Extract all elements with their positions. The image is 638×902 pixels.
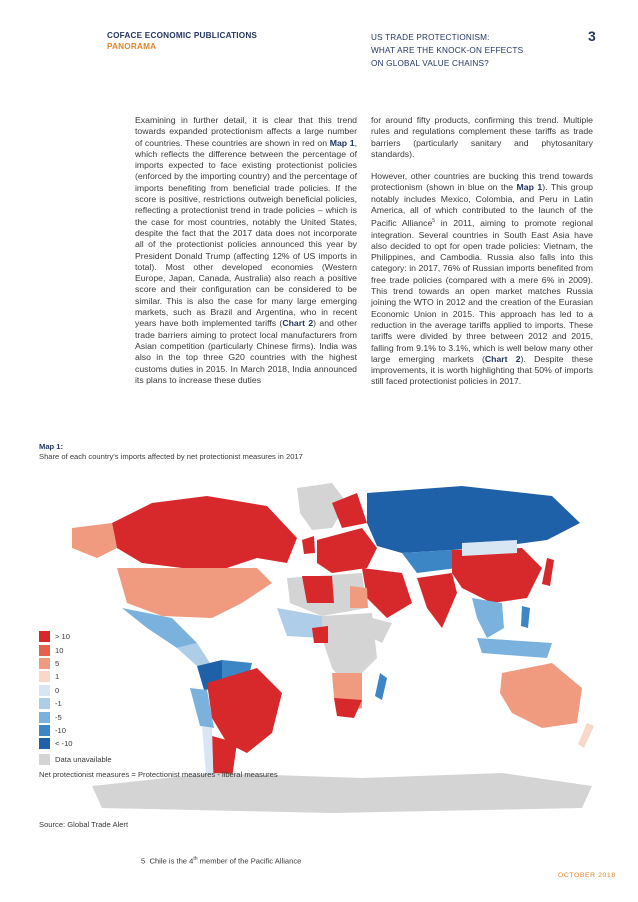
report-title-line: ON GLOBAL VALUE CHAINS?: [371, 59, 489, 68]
legend-label: -1: [55, 699, 62, 709]
text-run: However, other countries are bucking this trend towards protectionism (shown in blue on the: [371, 171, 593, 193]
legend-swatch: [39, 738, 50, 749]
footnote: [141, 856, 301, 866]
footnote-marker[interactable]: 5: [432, 218, 436, 225]
legend-item: [39, 630, 73, 643]
legend-item: [39, 710, 73, 723]
alaska-region: [72, 523, 117, 558]
map-subtitle: Share of each country's imports affected by net protectionist measures in 2017: [39, 452, 303, 461]
legend-item: [39, 643, 73, 656]
report-title: [371, 31, 571, 70]
legend-swatch: [39, 645, 50, 656]
nigeria-region: [312, 626, 328, 643]
antarctica-region: [92, 773, 592, 813]
legend-swatch: [39, 631, 50, 642]
china-region: [452, 548, 542, 603]
chart-reference-link[interactable]: Chart 2: [484, 353, 521, 364]
chart-reference-link[interactable]: Chart 2: [282, 318, 314, 329]
legend-item-unavailable: [39, 754, 112, 765]
legend-item: [39, 724, 73, 737]
legend-swatch: [39, 712, 50, 723]
legend-item: [39, 737, 73, 750]
legend-item: [39, 657, 73, 670]
legend-swatch: [39, 671, 50, 682]
report-title-line: US TRADE PROTECTIONISM:: [371, 33, 490, 42]
map-legend: [39, 630, 73, 751]
legend-label: Data unavailable: [55, 755, 112, 764]
footer-date: OCTOBER 2018: [558, 872, 616, 879]
text-run: ). This group notably includes Mexico, Colombia, and Peru in Latin America, all of which contributed to the launch of the Pacific Alliance: [371, 182, 594, 229]
map-source: Source: Global Trade Alert: [39, 820, 129, 829]
canada-region: [112, 496, 297, 568]
body-column-right: [371, 115, 593, 399]
text-run: Chile is the 4: [149, 856, 194, 866]
kazakhstan-region: [402, 550, 457, 573]
map-reference-link[interactable]: Map 1: [516, 182, 543, 193]
legend-item: [39, 684, 73, 697]
legend-swatch: [39, 658, 50, 669]
footnote-number: 5: [141, 856, 146, 866]
map-formula-note: Net protectionist measures = Protectionist measures - liberal measures: [39, 770, 278, 779]
southeast-asia-region: [472, 598, 504, 638]
indonesia-region: [477, 638, 552, 658]
ethiopia-region: [372, 618, 392, 643]
usa-region: [117, 568, 272, 618]
new-zealand-region: [578, 723, 594, 748]
australia-region: [500, 663, 582, 728]
legend-item: [39, 670, 73, 683]
south-africa-region: [334, 698, 362, 718]
legend-label: 0: [55, 685, 60, 695]
publisher-label: COFACE ECONOMIC PUBLICATIONS: [107, 31, 258, 40]
madagascar-region: [375, 673, 387, 700]
legend-swatch: [39, 685, 50, 696]
legend-swatch: [39, 698, 50, 709]
legend-label: > 10: [55, 632, 70, 642]
egypt-region: [350, 586, 368, 608]
legend-swatch: [39, 754, 50, 765]
text-run: , which reflects the difference between the percentage of imports expected to face existing protectionist policies (enforced by the importing country) and the percentage of imports benefiting from beneficial trade policies. If the score is positive, restrictions outweigh beneficial policies, reflecting a protectionist trend in trade policies – which is the case for most countries, notably the United States, despite the fact that the 2017 data does not incorporate all of the protectionist policies announced this year by President Donald Trump (affecting 12% of US imports in total). Most other developed economies (Western Europe, Japan, Canada, Australia) also reach a positive score and their configuration can be considered to be similar. This is also the case for many large emerging markets, such as Brazil and Argentina, who in recent years have both implemented tariffs (: [135, 137, 357, 329]
legend-label: 1: [55, 672, 60, 682]
superscript: th: [193, 856, 198, 862]
page-number: 3: [588, 28, 596, 44]
body-column-left: [135, 115, 357, 397]
legend-label: -5: [55, 712, 62, 722]
legend-label: < -10: [55, 739, 73, 749]
text-run: in 2011, aiming to promote regional integration. Several countries in South East Asia have also decided to opt for open trade policies: Vietnam, the Philippines, and Cambodia. Russia also falls into this category: in 2017, 76% of Russian imports benefited from free trade policies (compared with a mere 6% in 2009). This trend towards an open market matches Russia joining the WTO in 2012 and the creation of the Eurasian Economic Union in 2015. This approach has led to a reduction in the average tariffs applied to imports. These tariffs were divided by three between 2012 and 2015, falling from 9.1% to 3.1%, which is well below many other large emerging markets (: [371, 218, 593, 364]
map-title: Map 1:: [39, 442, 64, 451]
map-reference-link[interactable]: Map 1: [329, 137, 355, 148]
paragraph: [135, 115, 357, 386]
text-run: Examining in further detail, it is clear that this trend towards expanded protectionism affects a large number of countries. These countries are shown in red on: [135, 115, 357, 148]
text-run: ) and other trade barriers aiming to protect local manufacturers from Asian competition (particularly Chinese firms). India was also in the top three G20 countries with the highest customs duties in 2015. In March 2018, India announced its plans to increase these duties: [135, 318, 357, 385]
paragraph: [371, 171, 593, 388]
uk-region: [302, 536, 315, 554]
section-label: PANORAMA: [107, 42, 157, 51]
legend-label: 5: [55, 658, 60, 668]
algeria-region: [302, 576, 334, 603]
report-title-line: WHAT ARE THE KNOCK-ON EFFECTS: [371, 46, 524, 55]
legend-label: 10: [55, 645, 64, 655]
europe-region: [317, 528, 377, 573]
text-run: member of the Pacific Alliance: [197, 856, 302, 866]
india-region: [417, 573, 457, 628]
legend-item: [39, 697, 73, 710]
text-run: ). Despite these improvements, it is worth highlighting that 50% of imports still faced protectionist policies in 2017.: [371, 353, 593, 387]
legend-label: -10: [55, 725, 66, 735]
paragraph: for around fifty products, confirming this trend. Multiple rules and regulations complement these tariffs as trade barriers (particularly sanitary and phytosanitary standards).: [371, 115, 593, 159]
japan-region: [542, 558, 554, 586]
middle-east-region: [362, 568, 412, 618]
legend-swatch: [39, 725, 50, 736]
philippines-region: [521, 606, 530, 628]
